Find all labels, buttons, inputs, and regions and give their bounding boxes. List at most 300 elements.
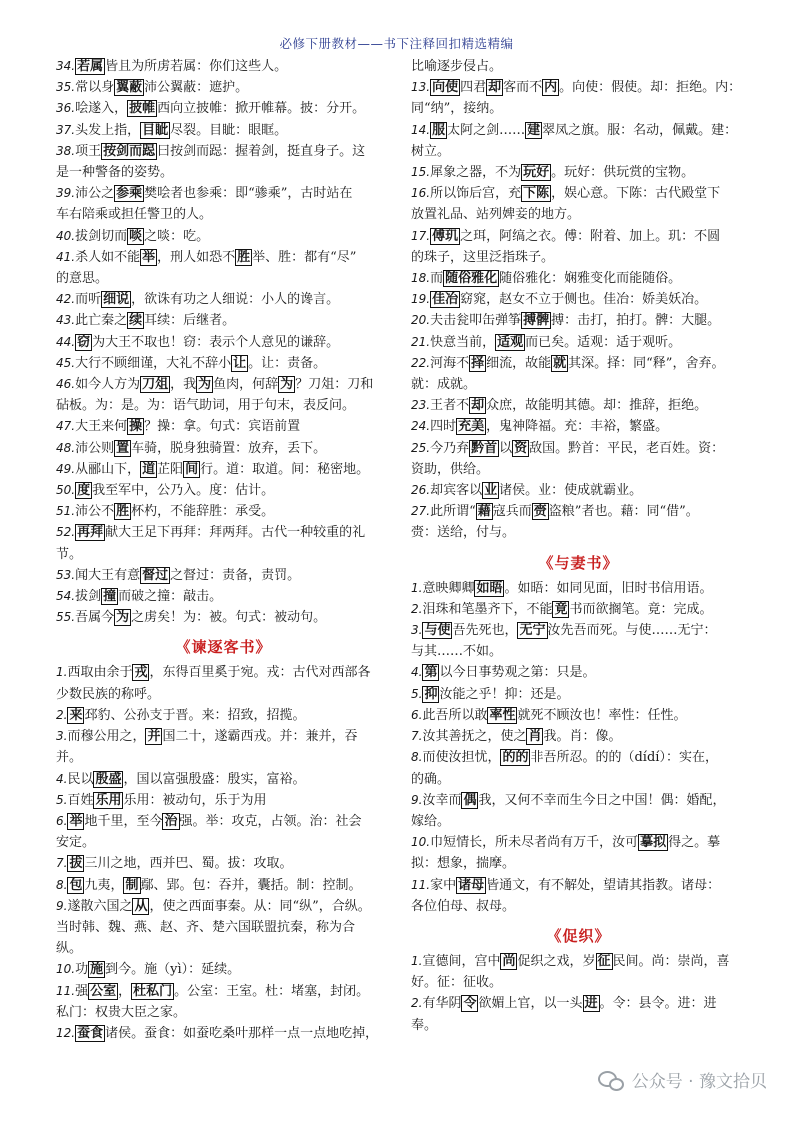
boxed-keyword: 胜: [237, 249, 251, 265]
boxed-keyword: 让: [233, 355, 247, 371]
boxed-keyword: 竟: [554, 601, 568, 617]
annotation-line: [411, 141, 746, 162]
annotation-text: 之督过：责备，责罚。: [170, 567, 301, 583]
annotation-line: [56, 332, 391, 353]
annotation-text: 汝其善抚之，使之: [422, 729, 527, 745]
annotation-text: 夫击瓮叩缶弹筝: [430, 313, 522, 329]
annotation-text: 邳豹、公孙支于晋。来：招致，招揽。: [84, 707, 306, 723]
annotation-text: 之啖：吃。: [144, 228, 210, 244]
annotation-text: 是一种警备的姿势。: [56, 165, 174, 181]
annotation-line: [56, 459, 391, 480]
annotation-text: 拟：想象，揣摩。: [411, 856, 516, 872]
item-number: 55.: [56, 610, 76, 625]
annotation-text: 细流，故能: [486, 355, 552, 371]
item-number: 1.: [411, 580, 423, 595]
boxed-keyword: 施: [90, 962, 104, 978]
item-number: 13.: [411, 80, 431, 95]
annotation-text: 宣德间，宫中: [422, 953, 501, 969]
boxed-keyword: 摹拟: [640, 835, 667, 851]
annotation-text: ，刑人如恐不: [157, 249, 236, 265]
boxed-keyword: 资: [514, 440, 528, 456]
boxed-keyword: 偶: [463, 792, 477, 808]
section-title: 《与妻书》: [538, 553, 619, 572]
annotation-text: ，东得百里奚于宛。戎：古代对西部各: [149, 665, 371, 681]
annotation-text: ，: [118, 983, 132, 999]
annotation-text: ，使之西面事秦。从：同“纵”，合纵。: [149, 898, 371, 914]
annotation-line: [411, 268, 746, 289]
annotation-line: [56, 120, 391, 141]
boxed-keyword: 赍: [533, 504, 547, 520]
annotation-line: [411, 620, 746, 641]
annotation-text: 寇兵而: [492, 504, 532, 520]
boxed-keyword: 刀俎: [142, 377, 169, 393]
annotation-text: 的珠子，这里泛指珠子。: [411, 249, 555, 265]
annotation-line: [411, 578, 746, 599]
annotation-text: 拔剑切而: [75, 228, 128, 244]
annotation-line: [411, 247, 746, 268]
annotation-text: 鱼肉，何辞: [213, 377, 279, 393]
annotation-text: 拔剑: [75, 589, 102, 605]
annotation-text: 各位伯母、叔母。: [411, 898, 516, 914]
annotation-line: [411, 395, 746, 416]
annotation-line: [411, 226, 746, 247]
annotation-text: 车右陪乘或担任警卫的人。: [56, 207, 213, 223]
item-number: 40.: [56, 228, 76, 243]
annotation-text: 三川之地，西并巴、蜀。拔：攻取。: [84, 856, 293, 872]
boxed-keyword: 拔: [69, 856, 83, 872]
annotation-line: [56, 586, 391, 607]
annotation-line: [56, 247, 391, 268]
annotation-text: 比喻逐步侵占。: [411, 59, 503, 74]
boxed-keyword: 肖: [528, 729, 542, 745]
watermark-text: 公众号 · 豫文拾贝: [631, 1072, 767, 1092]
boxed-keyword: 充美: [458, 419, 485, 435]
annotation-line: [411, 77, 746, 98]
section-title: 《谏逐客书》: [175, 638, 272, 657]
boxed-keyword: 制: [125, 877, 139, 893]
annotation-text: 到今。施（yì）：延续。: [105, 962, 241, 978]
annotation-line: [411, 726, 746, 747]
annotation-text: ？操：拿。句式：宾语前置: [144, 419, 301, 435]
item-number: 42.: [56, 292, 76, 307]
boxed-keyword: 举: [69, 813, 83, 829]
annotation-text: 巾短情长，所未尽者尚有万千，汝可: [430, 835, 639, 851]
boxed-keyword: 窃: [77, 334, 91, 350]
annotation-text: 而破之撞：敲击。: [118, 589, 223, 605]
item-number: 5.: [56, 792, 68, 807]
watermark: [598, 1067, 767, 1092]
item-number: 7.: [411, 729, 423, 744]
annotation-text: 乐用：被动句，乐于为用: [123, 792, 267, 808]
annotation-text: 大王来何: [75, 419, 128, 435]
annotation-line: [56, 353, 391, 374]
annotation-text: 吾先死也，: [452, 623, 518, 639]
annotation-text: 。让：责备。: [248, 355, 327, 371]
annotation-line: [56, 268, 391, 289]
annotation-text: 汝幸而: [422, 792, 462, 808]
annotation-line: [411, 438, 746, 459]
annotation-line: [411, 662, 746, 683]
section-title: 《促织》: [546, 926, 611, 945]
boxed-keyword: 玩好: [523, 165, 550, 181]
annotation-text: 随俗雅化：娴雅变化而能随俗。: [499, 271, 682, 287]
boxed-keyword: 包: [69, 877, 83, 893]
annotation-text: 九夷，: [84, 877, 124, 893]
annotation-text: 芷阳: [157, 461, 184, 477]
annotation-text: 得之。摹: [668, 835, 721, 851]
item-number: 1.: [411, 953, 423, 968]
item-number: 26.: [411, 483, 431, 498]
annotation-text: 河海不: [430, 355, 470, 371]
boxed-keyword: 却: [471, 398, 485, 414]
item-number: 45.: [56, 355, 76, 370]
annotation-text: 此亡秦之: [75, 313, 128, 329]
boxed-keyword: 置: [116, 440, 130, 456]
boxed-keyword: 续: [129, 313, 143, 329]
annotation-line: [411, 332, 746, 353]
annotation-line: [411, 769, 746, 790]
annotation-text: 如今人方为: [75, 377, 141, 393]
annotation-line: [411, 790, 746, 811]
annotation-text: 项王: [75, 143, 102, 159]
item-number: 8.: [56, 877, 68, 892]
annotation-line: [56, 204, 391, 225]
annotation-text: 却宾客以: [430, 483, 483, 499]
annotation-text: 。如晤：如同见面，旧时书信用语。: [504, 580, 713, 596]
annotation-text: 头发上指，: [75, 122, 141, 138]
annotation-line: [56, 896, 391, 917]
annotation-text: 诸侯。蚕食：如蚕吃桑叶那样一点一点地吃掉，: [105, 1025, 379, 1041]
annotation-line: [56, 1002, 391, 1023]
annotation-line: [411, 353, 746, 374]
boxed-keyword: 尚: [502, 953, 516, 969]
boxed-keyword: 却: [488, 80, 502, 96]
boxed-keyword: 率性: [489, 707, 516, 723]
annotation-text: 泪珠和笔墨齐下，不能: [422, 601, 553, 617]
annotation-line: [56, 853, 391, 874]
annotation-line: [56, 959, 391, 980]
annotation-text: 西取由余于: [67, 665, 133, 681]
boxed-keyword: 内: [544, 80, 558, 96]
annotation-text: 沛公则: [75, 440, 115, 456]
boxed-keyword: 随俗雅化: [445, 271, 498, 287]
annotation-line: [56, 183, 391, 204]
annotation-text: 此所谓“: [430, 504, 476, 520]
annotation-text: 举、胜：都有“尽”: [252, 249, 357, 265]
annotation-line: [56, 98, 391, 119]
annotation-line: [56, 480, 391, 501]
item-number: 6.: [411, 707, 423, 722]
annotation-line: [411, 480, 746, 501]
item-number: 10.: [56, 962, 76, 977]
annotation-line: [411, 875, 746, 896]
annotation-text: 所以饰后宫，充: [430, 186, 522, 202]
boxed-keyword: 举: [142, 249, 156, 265]
item-number: 46.: [56, 377, 76, 392]
annotation-text: 就死不顾汝也！率性：任性。: [517, 707, 687, 723]
annotation-text: 民间。尚：崇尚，喜: [612, 953, 730, 969]
annotation-text: 功: [75, 962, 89, 978]
annotation-text: 四时: [430, 419, 457, 435]
annotation-text: 之虏矣！为：被。句式：被动句。: [131, 610, 327, 626]
left-column: [56, 56, 391, 1044]
annotation-text: 嫁给。: [411, 813, 451, 829]
item-number: 52.: [56, 525, 76, 540]
item-number: 2.: [56, 707, 68, 722]
annotation-line: [56, 811, 391, 832]
item-number: 3.: [411, 623, 423, 638]
annotation-line: [411, 641, 746, 662]
annotation-text: 。令：县令。进：进: [599, 996, 717, 1012]
page-title: 必修下册教材——书下注释回扣精选精编: [279, 36, 514, 51]
annotation-text: 客而不: [503, 80, 543, 96]
annotation-line: [56, 395, 391, 416]
annotation-line: [411, 289, 746, 310]
annotation-text: 少数民族的称呼。: [56, 686, 161, 702]
annotation-line: [411, 896, 746, 917]
annotation-line: [56, 1023, 391, 1044]
annotation-text: ，鬼神降福。充：丰裕，繁盛。: [486, 419, 669, 435]
boxed-keyword: 搏髀: [523, 313, 550, 329]
item-number: 2.: [411, 996, 423, 1011]
annotation-text: 有华阴: [422, 996, 462, 1012]
annotation-text: ，国以富强殷盛：殷实，富裕。: [123, 771, 306, 787]
boxed-keyword: 再拜: [77, 525, 104, 541]
item-number: 44.: [56, 334, 76, 349]
boxed-keyword: 抑: [424, 686, 438, 702]
boxed-keyword: 督过: [142, 567, 169, 583]
annotation-line: [411, 811, 746, 832]
item-number: 49.: [56, 461, 76, 476]
annotation-text: 非吾所忍。的的（dídí）：实在，: [530, 750, 718, 766]
item-number: 54.: [56, 589, 76, 604]
annotation-text: 并。: [56, 750, 83, 766]
annotation-text: 汝能之乎！抑：还是。: [439, 686, 570, 702]
annotation-text: 。玩好：供玩赏的宝物。: [551, 165, 695, 181]
boxed-keyword: 治: [164, 813, 178, 829]
annotation-line: [411, 501, 746, 522]
annotation-text: 今乃弃: [430, 440, 470, 456]
item-number: 15.: [411, 165, 431, 180]
boxed-keyword: 披帷: [129, 101, 156, 117]
annotation-line: [56, 981, 391, 1002]
item-number: 18.: [411, 271, 431, 286]
item-number: 4.: [411, 665, 423, 680]
item-number: 1.: [56, 665, 68, 680]
boxed-keyword: 细说: [103, 292, 130, 308]
annotation-text: 翠凤之旗。服：名动，佩戴。建：: [542, 122, 738, 138]
boxed-keyword: 殷盛: [95, 771, 122, 787]
boxed-keyword: 业: [484, 483, 498, 499]
annotation-line: [411, 416, 746, 437]
annotation-text: 四君: [460, 80, 487, 96]
annotation-text: 砧板。为：是。为：语气助词，用于句末，表反问。: [56, 398, 356, 414]
boxed-keyword: 藉: [477, 504, 491, 520]
annotation-text: ，欲诛有功之人细说：小人的谗言。: [131, 292, 340, 308]
annotation-text: 我。肖：像。: [543, 729, 622, 745]
boxed-keyword: 若属: [77, 59, 104, 74]
annotation-text: 杯杓，不能辞胜：承受。: [131, 504, 275, 520]
annotation-line: [56, 141, 391, 162]
annotation-text: 沛公翼蔽：遮护。: [144, 80, 249, 96]
annotation-text: 就：成就。: [411, 377, 477, 393]
annotation-text: 王者不: [430, 398, 470, 414]
annotation-text: 而使汝担忧，: [422, 750, 501, 766]
annotation-line: [411, 684, 746, 705]
annotation-text: 国二十，遂霸西戎。并：兼并，吞: [162, 729, 358, 745]
boxed-keyword: 参乘: [116, 186, 143, 202]
annotation-text: 我至军中，公乃入。度：估计。: [92, 483, 275, 499]
item-number: 6.: [56, 813, 68, 828]
annotation-line: [411, 204, 746, 225]
annotation-line: [56, 226, 391, 247]
annotation-text: 曰按剑而跽：握着剑，挺直身子。这: [157, 143, 366, 159]
item-number: 9.: [411, 792, 423, 807]
annotation-line: [411, 120, 746, 141]
annotation-text: 其深。择：同“释”，舍弃。: [568, 355, 725, 371]
annotation-line: [56, 162, 391, 183]
annotation-line: [411, 993, 746, 1014]
annotation-line: [411, 951, 746, 972]
item-number: 8.: [411, 750, 423, 765]
annotation-line: [411, 599, 746, 620]
annotation-text: 而已矣。适观：适于观听。: [525, 334, 682, 350]
annotation-line: [56, 790, 391, 811]
boxed-keyword: 操: [129, 419, 143, 435]
annotation-text: 从郦山下，: [75, 461, 141, 477]
annotation-text: 的确。: [411, 771, 451, 787]
annotation-text: 常以身: [75, 80, 115, 96]
annotation-text: 车骑，脱身独骑置：放弃，丢下。: [131, 440, 327, 456]
annotation-text: 同“纳”，接纳。: [411, 101, 503, 117]
annotation-text: 当时韩、魏、燕、赵、齐、楚六国联盟抗秦，称为合: [56, 919, 356, 935]
annotation-line: [411, 162, 746, 183]
annotation-text: 书而欲搁笔。竟：完成。: [569, 601, 713, 617]
boxed-keyword: 黔首: [471, 440, 498, 456]
item-number: 47.: [56, 419, 76, 434]
annotation-text: ，我: [170, 377, 197, 393]
boxed-keyword: 来: [69, 707, 83, 723]
boxed-keyword: 目眦: [142, 122, 169, 138]
annotation-text: 窈窕，赵女不立于侧也。佳冶：娇美妖冶。: [460, 292, 708, 308]
annotation-text: 安定。: [56, 835, 96, 851]
annotation-text: 百姓: [67, 792, 94, 808]
annotation-text: 哙遂入，: [75, 101, 128, 117]
boxed-keyword: 撞: [103, 589, 117, 605]
annotation-line: [411, 310, 746, 331]
boxed-keyword: 择: [471, 355, 485, 371]
annotation-line: [56, 917, 391, 938]
annotation-line: [56, 374, 391, 395]
boxed-keyword: 佳冶: [432, 292, 459, 308]
annotation-text: 杀人如不能: [75, 249, 141, 265]
boxed-keyword: 适观: [497, 334, 524, 350]
item-number: 36.: [56, 101, 76, 116]
annotation-text: 家中: [430, 877, 457, 893]
item-number: 43.: [56, 313, 76, 328]
annotation-line: [56, 875, 391, 896]
annotation-line: [56, 438, 391, 459]
annotation-text: 奉。: [411, 1017, 438, 1033]
annotation-text: 强。举：攻克，占领。治：社会: [179, 813, 362, 829]
annotation-line: [56, 501, 391, 522]
annotation-line: [56, 769, 391, 790]
annotation-text: 耳续：后继者。: [144, 313, 236, 329]
boxed-keyword: 建: [527, 122, 541, 138]
boxed-keyword: 如晤: [476, 580, 503, 596]
item-number: 35.: [56, 80, 76, 95]
boxed-keyword: 并: [147, 729, 161, 745]
annotation-text: 为大王不取也！窃：表示个人意见的谦辞。: [92, 334, 340, 350]
annotation-text: 行。道：取道。间：秘密地。: [200, 461, 370, 477]
boxed-keyword: 杜私门: [133, 983, 173, 999]
boxed-keyword: 进: [584, 996, 598, 1012]
boxed-keyword: 征: [597, 953, 611, 969]
annotation-text: 民以: [67, 771, 94, 787]
item-number: 2.: [411, 601, 423, 616]
annotation-text: 太阿之剑……: [447, 122, 526, 138]
annotation-text: 资助，供给。: [411, 461, 490, 477]
annotation-text: 。公室：王室。杜：堵塞，封闭。: [174, 983, 370, 999]
annotation-text: 意映卿卿: [422, 580, 475, 596]
annotation-line: [56, 832, 391, 853]
annotation-text: 地千里，至今: [84, 813, 163, 829]
annotation-line: [56, 289, 391, 310]
item-number: 4.: [56, 771, 68, 786]
annotation-text: 快意当前，: [430, 334, 496, 350]
item-number: 11.: [411, 877, 431, 892]
boxed-keyword: 第: [424, 665, 438, 681]
item-number: 3.: [56, 729, 68, 744]
annotation-text: 放置礼品、站列婢妾的地方。: [411, 207, 581, 223]
annotation-text: 之珥，阿缟之衣。傅：附着、加上。玑：不圆: [460, 228, 721, 244]
annotation-text: 汝先吾而死。与使……无宁：: [547, 623, 717, 639]
boxed-keyword: 按剑而跽: [103, 143, 156, 159]
annotation-text: ，娱心意。下陈：古代殿堂下: [551, 186, 721, 202]
boxed-keyword: 诸母: [458, 877, 485, 893]
annotation-text: 纵。: [56, 941, 83, 957]
annotation-line: [56, 544, 391, 565]
annotation-text: 而: [430, 271, 444, 287]
annotation-line: [56, 416, 391, 437]
boxed-keyword: 蚕食: [77, 1025, 104, 1041]
annotation-line: [56, 310, 391, 331]
boxed-keyword: 为: [116, 610, 130, 626]
annotation-text: ？刀俎：刀和: [295, 377, 374, 393]
annotation-line: [56, 705, 391, 726]
item-number: 12.: [56, 1025, 76, 1040]
item-number: 38.: [56, 143, 76, 158]
boxed-keyword: 的的: [502, 750, 529, 766]
annotation-line: [411, 972, 746, 993]
annotation-text: 皆通文，有不解处，望请其指教。诸母：: [486, 877, 721, 893]
boxed-keyword: 为: [198, 377, 212, 393]
item-number: 16.: [411, 186, 431, 201]
boxed-keyword: 乐用: [95, 792, 122, 808]
annotation-text: 。向使：假使。却：拒绝。内：: [559, 80, 742, 96]
annotation-text: 赍：送给，付与。: [411, 525, 516, 541]
item-number: 23.: [411, 398, 431, 413]
boxed-keyword: 度: [77, 483, 91, 499]
annotation-text: 大行不顾细谨，大礼不辞小: [75, 355, 232, 371]
annotation-text: 西向立披帷：掀开帷幕。披：分开。: [157, 101, 366, 117]
annotation-text: 以: [499, 440, 513, 456]
item-number: 50.: [56, 483, 76, 498]
annotation-text: 私门：权贵大臣之家。: [56, 1004, 187, 1020]
annotation-line: [56, 565, 391, 586]
annotation-line: [56, 56, 391, 77]
boxed-keyword: 向使: [432, 80, 459, 96]
